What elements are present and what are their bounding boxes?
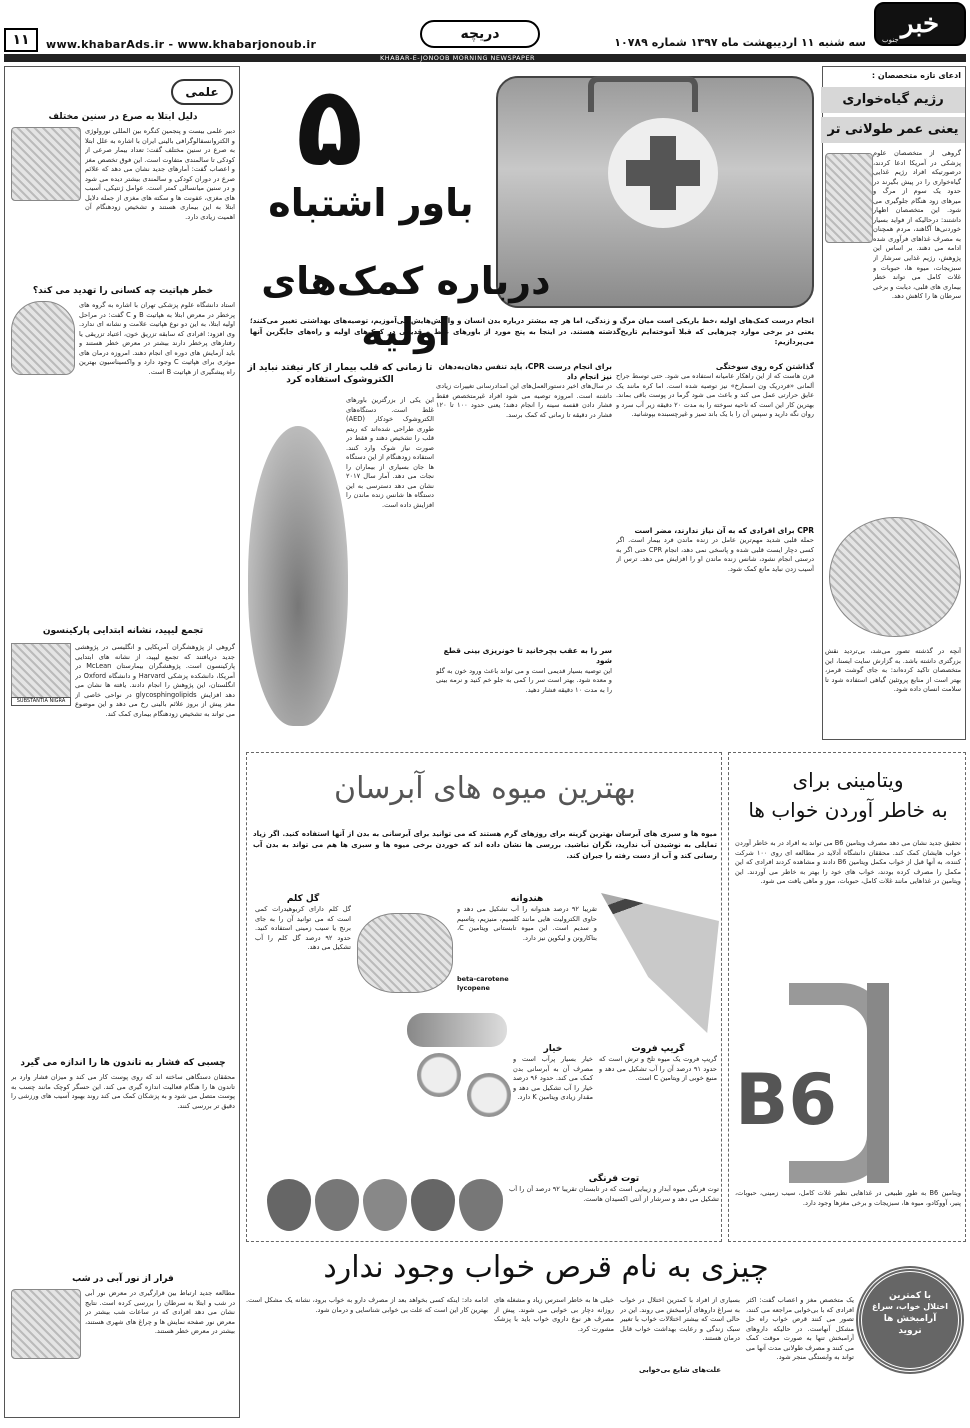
watermelon-en-2: lycopene xyxy=(457,983,490,992)
face-image xyxy=(11,1289,81,1359)
brain-diagram-image xyxy=(11,643,71,703)
mouth-title: برای انجام درست CPR، باید تنفس دهان‌به‌دهان نیز انجام داد xyxy=(438,362,612,382)
butter-title: گذاشتن کره روی سوختگی xyxy=(715,362,814,371)
vegetarian-box xyxy=(822,66,966,740)
six-label: B6 xyxy=(735,1059,838,1141)
watermelon-block xyxy=(457,893,597,1013)
sleep-badge-1: با کمترین xyxy=(889,1291,931,1301)
page-number: ۱۱ xyxy=(4,28,38,52)
sleep-text-1: یک متخصص مغز و اعصاب گفت: اکثر افرادی که با بی‌خوابی مراجعه می کنند، تصور می کنند قرص خواب راه حل مشکل آنهاست. در حالیکه داروهای آرامبخش تنها به صورت موقت کمک می کنند و مصرف طولانی مدت آنها می تواند به وابستگی منجر شود. xyxy=(746,1296,854,1362)
strawberry-title: توت فرنگی xyxy=(588,1174,640,1184)
kit-cross-h xyxy=(626,160,700,186)
strawberry-2 xyxy=(411,1179,455,1231)
issue-date: سه شنبه ۱۱ اردیبهشت ماه ۱۳۹۷ شماره ۱۰۷۸۹ xyxy=(614,36,866,49)
salad-image xyxy=(825,153,873,243)
headline-1: باور اشتباه xyxy=(268,181,474,225)
cucumber-title: خیار xyxy=(543,1044,563,1054)
watermelon-title: هندوانه xyxy=(510,894,544,904)
cpr-col-1 xyxy=(616,362,814,738)
fruits-lead: میوه ها و سبزی های آبرسان بهترین گزینه برای روزهای گرم هستند که می توانید برای آبرسانی به بدن از آنها استفاده کنید. اگر زیاد تمایلی به نوشیدن آب ندارید، نگران نباشید. بررسی ها نشان داده اند که خوردن برخی میوه ها و سبزی ها هم می تواند به بدن آب رسانی کند و آب از دست رفته را جبران کند. xyxy=(253,830,717,861)
b-letter-spine xyxy=(867,983,889,1183)
sleep-badge-4: نروید xyxy=(898,1326,922,1337)
cpr-col-2 xyxy=(436,362,612,738)
sleep-text-3: خیلی ها به خاطر استرس زیاد و مشغله های روزانه دچار بی خوابی می شوند. پیش از مصرف هر نوع داروی خواب باید با پزشک مشورت کرد. xyxy=(494,1296,614,1333)
strawberry-4 xyxy=(315,1179,359,1231)
vitamin-feature xyxy=(728,752,966,1242)
websites: www.khabarAds.ir - www.khabarjonoub.ir xyxy=(46,38,317,51)
sleep-col-2 xyxy=(620,1296,740,1416)
lead-text: انجام درست کمک‌های اولیه ،خط باریکی است میان مرگ و زندگی، اما هر چه بیشتر درباره بدن انسان و واکنش‌هایش می‌آموزیم، توصیه‌های بهداشتی تغییر می‌کنند؛ یعنی در برخی موارد چیزهایی که قبلا آموخته‌ایم تاریخ‌گذشته هستند. در اینجا به پنج مورد از باورهای غلط و قدیمی در کمک‌های اولیه و راه‌های جایگزین آنها می‌پردازیم: xyxy=(250,317,814,346)
sleep-text-2: بسیاری از افراد با کمترین اختلال در خواب به سراغ داروهای آرامبخش می روند. این در حالی است که بیشتر اختلالات خواب با تغییر سبک زندگی و رعایت بهداشت خواب قابل درمان هستند. xyxy=(620,1296,740,1343)
mouth-text: در سال‌های اخیر دستورالعمل‌های این امدادرسانی تغییرات زیادی داشته است. امروزه توصیه می شود افراد غیرمتخصص فقط فشار دادن قفسه سینه را انجام دهند؛ یعنی حدود ۱۰۰ تا ۱۲۰ فشار در دقیقه تا زمانی که کمک برسد. xyxy=(436,382,612,419)
sleep-text-4: ادامه داد: اینکه کسی بخواهد بعد از مصرف دارو به خواب برود، نشانه یک مشکل است. بهترین کار این است که علت بی خوابی شناسایی و درمان شود. xyxy=(246,1296,488,1314)
cpr-feature xyxy=(246,62,818,740)
strawberry-5 xyxy=(267,1179,311,1231)
cauliflower-image xyxy=(357,913,453,993)
strawberry-row xyxy=(253,1179,503,1235)
strawberry-text: توت فرنگی میوه آبدار و زیبایی است که در تابستان تقریبا ۹۲ درصد آن را آب تشکیل می دهد و سرشار از آنتی اکسیدان هاست. xyxy=(509,1185,719,1203)
parkinson-text: گروهی از پژوهشگران آمریکایی و انگلیسی در پژوهشی جدید دریافتند که تجمع لیپید، از نشانه های ابتدایی پارکینسون است. پژوهشگران بیمارستان McLean در آمریکا، دانشکده پزشکی Harvard و دانشگاه Oxford در انگلستان، این پژوهش را انجام دادند. یافته ها نشان می دهد افزایش glycosphingolipids در نواحی خاصی از مغز پیش از بروز علائم بالینی رخ می دهد و این موضوع می تواند به تشخیص زودهنگام بیماری کمک کند. xyxy=(75,643,235,718)
bluelight-text: مطالعه جدید ارتباط بین قرارگیری در معرض نور آبی در شب و ابتلا به سرطان را بررسی کرده است. نتایج نشان می دهد افرادی که در ساعات شب بیشتر در معرض نور صفحه نمایش ها و چراغ های شهری هستند، بیشتر در معرض خطر هستند. xyxy=(85,1289,235,1336)
vitamin-title-1: ویتامینی برای xyxy=(792,768,904,792)
hepatitis-title: خطر هپاتیت چه کسانی را تهدید می کند؟ xyxy=(32,286,214,296)
grapefruit-title: گریپ فروت xyxy=(631,1044,685,1054)
veg-text-2: آنچه در گذشته تصور می‌شد، بی‌تردید نقش بزرگتری داشته باشد. به گزارش سایت ایسنا، این متخصصان تاکید کرده‌اند: به جای گوشت قرمز، بهتر است از منابع پروتئین گیاهی استفاده شود تا سلامت انسان داده شود. xyxy=(825,647,961,694)
veg-title-2: یعنی عمر طولانی تر xyxy=(821,117,965,143)
watermelon-en-1: beta-carotene xyxy=(457,975,509,984)
grapefruit-block xyxy=(599,1043,717,1163)
sleep-badge-2: اختلال خواب، سراغ xyxy=(871,1302,948,1312)
vitamin-text: تحقیق جدید نشان می دهد مصرف ویتامین B6 می تواند به افراد در به خاطر آوردن خواب هایشان کمک کند. محققان دانشگاه آدلاید در مطالعه ای روی ۱۰۰ شرکت کننده، به آنها قبل از خواب مکمل ویتامین B6 دادند و مشاهده کردند افرادی که این مکمل را مصرف کرده بودند، خواب های خود را بهتر به خاطر می آوردند. این ویتامین در غذاهایی مانند غلات کامل، حبوبات، موز و ماهی یافت می شود. xyxy=(735,839,961,886)
kit-handle xyxy=(588,76,698,112)
substantia-label: SUBSTANTIA NIGRA xyxy=(11,697,71,706)
newspaper-en: KHABAR-E-JONOOB MORNING NEWSPAPER xyxy=(380,54,536,62)
bluelight-title: فرار از نور آبی در شب xyxy=(72,1274,174,1284)
butter-text: قرن هاست که از این راهکار عامیانه استفاده می شود. حتی توسط جراح آلمانی «فردریک ون اسمارخ» نیز توصیه شده است. اما کره مانند یک عایق حرارتی عمل می کند و باعث می شود گرما در پوست باقی بماند. بهترین کار این است که ناحیه سوخته را به مدت ۲۰ دقیقه زیر آب سرد و روان نگه دارید و سپس آن را با یک باند تمیز و غیرچسبنده بپوشانید. xyxy=(616,372,814,419)
strawberry-3 xyxy=(363,1179,407,1231)
cucumber-slice-2 xyxy=(467,1073,511,1117)
cucumber-block xyxy=(513,1043,593,1163)
section-title: دریچه xyxy=(460,26,500,42)
veg-kicker: ادعای تازه متخصصان : xyxy=(871,71,961,80)
cpr-harm-text: حمله قلبی شدید مهم‌ترین عامل در زنده ماندن فرد بیمار است. اگر کسی دچار ایست قلبی شده و پاسخی نمی دهد، انجام CPR حتی اگر به درستی انجام نشود، شانس زنده ماندن او را افزایش می دهد. ترس از آسیب زدن نباید مانع کمک شود. xyxy=(616,536,814,573)
cpr-harm-title: CPR برای افرادی که به آن نیاز ندارند، مضر است xyxy=(634,526,814,536)
tendon-title: چسبی که فشار به تاندون ها را اندازه می گیرد xyxy=(20,1058,226,1068)
cauliflower-block xyxy=(255,893,351,1143)
nosebleed-text: این توصیه بسیار قدیمی است و می تواند باعث ورود خون به گلو و معده شود. بهتر است سر را کمی به جلو خم کنید و نرمه بینی را به مدت ۱۰ دقیقه فشار دهید. xyxy=(436,666,612,694)
vitamin-title-2: به خاطر آوردن خواب ها xyxy=(748,798,948,822)
cucumber-image xyxy=(407,1013,507,1047)
nosebleed-title: سر را به عقب بچرخانید تا خونریزی بینی قطع شود xyxy=(443,646,612,666)
epilepsy-title: دلیل ابتلا به صرع در سنین مختلف xyxy=(48,112,198,122)
epilepsy-text: دبیر علمی بیست و پنجمین کنگره بین المللی نورولوژی و الکتروانسفالوگرافی بالینی ایران با اشاره به علل ابتلا به صرع در سنین مختلف گفت: تعداد بیمار صرعی از کودکی تا سالمندی متفاوت است. این فوق تخصص مغز و اعصاب گفت: آمارهای جدید نشان می دهد که علائم صرع در دوران کودکی و سالمندی بیشتر دیده می شود و در سنین میانسالی کمتر است. عوامل ژنتیکی، آسیب های مغزی، عفونت ها و سکته های مغزی از جمله دلایل ابتلا به این بیماری هستند و تشخیص زودهنگام آن اهمیت زیادی دارد. xyxy=(85,127,235,221)
vitamin-text-2: ویتامین B6 به طور طبیعی در غذاهایی نظیر غلات کامل، سیب زمینی، حبوبات، پنیر، آووکادو، میوه ها، سبزیجات و برخی مغزها وجود دارد. xyxy=(735,1189,961,1207)
salad-plate-image xyxy=(829,517,961,637)
veg-title-1: رژیم گیاه‌خواری xyxy=(821,87,965,113)
sleep-title: چیزی به نام قرص خواب وجود ندارد xyxy=(323,1250,769,1285)
heart-title: تا زمانی که قلب بیمار از کار نیفتد نباید از الکتروشوک استفاده کرد xyxy=(247,363,433,386)
cucumber-text: خیار بسیار پرآب است و مصرف آن به آبرسانی بدن کمک می کند. حدود ۹۶ درصد خیار را آب تشکیل می دهد و مقدار زیادی ویتامین K دارد. xyxy=(513,1055,593,1102)
cucumber-slice-1 xyxy=(417,1053,461,1097)
heart-text: این یکی از بزرگترین باورهای غلط است. دستگاه‌های الکتروشوک خودکار (AED) طوری طراحی شده‌اند که ریتم قلب را تشخیص دهند و فقط در صورت نیاز شوک وارد کنند. استفاده زودهنگام از این دستگاه ها جان بسیاری از بیماران را نجات می دهد. آمار سال ۲۰۱۷ نشان می دهد دسترسی به این دستگاه ها شانس زنده ماندن را افزایش داده است. xyxy=(346,396,434,510)
strawberry-block xyxy=(509,1173,719,1239)
logo xyxy=(874,2,966,46)
sleep-subhead: علت‌های شایع بی‌خوابی xyxy=(639,1366,721,1374)
fruits-title: بهترین میوه های آبرسان xyxy=(334,771,636,806)
cauliflower-title: گل کلم xyxy=(286,894,320,904)
sleep-badge xyxy=(858,1268,962,1372)
sleep-feature xyxy=(246,1248,966,1420)
watermelon-text: تقریبا ۹۲ درصد هندوانه را آب تشکیل می دهد و حاوی الکترولیت هایی مانند کلسیم، منیزیم، پتاسیم و سدیم است. این میوه تابستانی ویتامین C، بتاکاروتن و لیکوپن نیز دارد. xyxy=(457,905,597,942)
section-tab xyxy=(420,20,540,48)
parkinson-title: تجمع لیپید، نشانه ابتدایی پارکینسون xyxy=(42,626,204,636)
brain-scan-image xyxy=(11,127,81,201)
hepatitis-text: استاد دانشگاه علوم پزشکی تهران با اشاره به گروه های پرخطر در معرض ابتلا به هپاتیت B و C گفت: در مراحل اولیه ابتلا، به این دو نوع هپاتیت علامت و نشانه ای ندارد. وی افزود: افرادی که سابقه تزریق خون، اعتیاد تزریقی یا رفتارهای پرخطر دارند بیشتر در معرض خطر هستند و باید آزمایش های دوره ای انجام دهند. امروزه درمان های موثری برای هپاتیت C وجود دارد و واکسیناسیون بهترین راه پیشگیری از هپاتیت B است. xyxy=(79,301,235,376)
masthead xyxy=(0,0,970,64)
heart-image xyxy=(248,426,348,726)
veg-text: گروهی از متخصصان علوم پزشکی در آمریکا ادعا کردند، درصورتیکه افراد رژیم غذایی گیاه‌خواری را در پیش بگیرند در حدود یک سوم از مرگ و میرهای زود هنگام جلوگیری می شود. این متخصصان اظهار داشتند: درحالیکه از فواید بسیار خوردنی‌ها آگاهند، مردم همچنان به مصرف غذاهای فرآوری شده ادامه می دهند. بر اساس این پژوهش، رژیم غذایی سرشار از سبزیجات، میوه ها، حبوبات و غلات کامل می تواند خطر بیماری های قلبی، دیابت و برخی سرطان ها را کاهش دهد. xyxy=(873,149,961,301)
science-badge xyxy=(171,79,233,105)
logo-text: خبر xyxy=(900,9,940,39)
sleep-badge-3: آرامبخش ها xyxy=(883,1313,937,1324)
fruits-feature xyxy=(246,752,722,1242)
watermelon-image xyxy=(601,893,719,1033)
grapefruit-text: گریپ فروت یک میوه تلخ و ترش است که حدود ۹۱ درصد آن را آب تشکیل می دهد و منبع خوبی از ویتامین C است. xyxy=(599,1055,717,1083)
strawberry-1 xyxy=(459,1179,503,1231)
science-badge-label: علمی xyxy=(185,85,219,99)
cauliflower-text: گل کلم دارای کربوهیدرات کمی است که می توانید آن را به جای برنج یا سیب زمینی استفاده کنید. حدود ۹۲ درصد گل کلم را آب تشکیل می دهد. xyxy=(255,905,351,952)
logo-sub: جنوب xyxy=(882,35,899,44)
headline-2: درباره کمک‌های اولیه xyxy=(261,259,551,355)
science-column xyxy=(4,66,240,1418)
liver-image xyxy=(11,301,75,375)
big-number: ۵ xyxy=(296,62,364,190)
tendon-text: محققان دستگاهی ساخته اند که روی پوست کار می کند و میزان فشار وارد بر تاندون ها را هنگام فعالیت اندازه گیری می کند. این حسگر کوچک مانند چسب به پوست متصل می شود و به پزشکان کمک می کند روند بهبود آسیب های ورزشی را دقیق تر بررسی کنند. xyxy=(11,1073,235,1110)
